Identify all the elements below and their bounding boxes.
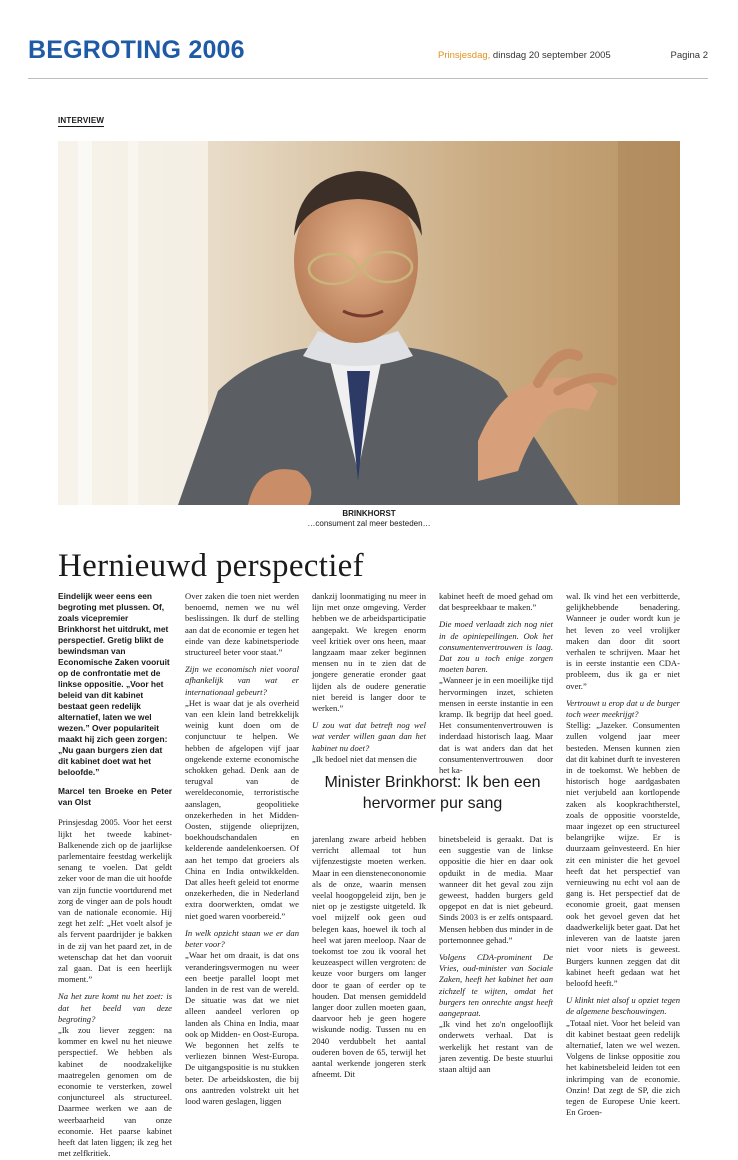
header-brand: Prinsjesdag, (438, 50, 491, 61)
paragraph: „Het is waar dat je als overheid van een klein land betrekkelijk weinig kunt doen om de conjunctuur te helpen. We hebben de afgelopen vijf jaar ongekende externe economische schokken gehad. Denk aan de terugval van de wereldeconomie, terroristische aanslagen, geopolitieke onzekerheden in het Midden-Oosten, stijgende olieprijzen, boekhoudschandalen en kelderende aandelenkoersen. Of aan het tempo dat groeiers als China en India ontwikkelden. Dat alles heeft geleid tot enorme onzekerheden, die in Nederland extra doorwerkten, omdat we niet goed waren voorbereid.” (185, 697, 299, 921)
interview-question: Vertrouwt u erop dat u de burger toch weer meekrijgt? (566, 697, 680, 720)
paragraph: dankzij loonmatiging nu meer in lijn met onze omgeving. Verder hebben we de arbeidsparticipatie aangepakt. We kregen enorm veel kritiek over ons heen, maar langzaam maar zeker beginnen mensen nu in te zien dat de jongere generatie eronder gaat lijden als de oudere generatie niet bereid is langer door te werken.” (312, 591, 426, 714)
pull-quote: Minister Brinkhorst: Ik ben een hervormer pur sang (324, 774, 541, 812)
paragraph: Stellig: „Jazeker. Consumenten zullen volgend jaar meer besteden. Mensen kunnen zien dat dit kabinet durft te investeren in de toekomst. We hebben de historisch hoge aardgasbaten niet verjubeld aan kortlopende zaken als koopkrachtherstel, zoals de oppositie voorstelde, maar ingezet op een structureel belangrijke wijze. Er is duurzaam geïnvesteerd. En hier zit een minister die het gevoel heeft dat het perspectief van vernieuwing nu echt vol aan de gang is. Het perspectief dat de economie groeit, gaat mensen ook het gevoel geven dat het daadwerkelijk beter gaat. Dat het inleveren van de laatste jaren niet voor niets is geweest. Burgers kunnen zeggen dat dit kabinet heeft gedaan wat het beloofd heeft.” (566, 720, 680, 988)
page-number: Pagina 2 (670, 50, 708, 61)
paragraph: kabinet heeft de moed gehad om dat bespreekbaar te maken.” (439, 591, 553, 613)
paragraph: „Ik zou liever zeggen: na kommer en kwel nu het nieuwe perspectief. We hebben als kabinet de noodzakelijke maatregelen genomen om de economie te versterken, zowel conjunctureel als structureel. Daarmee werken we aan de weerbaarheid van onze economie. Het paarse kabinet heeft dat laten liggen; ik zeg het met zelfkritiek. (58, 1025, 172, 1159)
header-date (438, 50, 611, 61)
photo-caption-name: BRINKHORST (342, 509, 396, 518)
header-divider (28, 78, 708, 79)
interview-question: Na het zure komt nu het zoet: is dat het beeld van deze begroting? (58, 991, 172, 1024)
interview-question: U zou wat dat betreft nog wel wat verder willen gaan dan het kabinet nu doet? (312, 720, 426, 753)
paragraph: „Wanneer je in een moeilijke tijd hervormingen inzet, schieten mensen in eerste instantie in een kramp. Ik begrijp dat heel goed. Het consumentenvertrouwen is inderdaad historisch laag. Maar dat is wat anders dan dat het consumentenvertrouwen door het ka- (439, 675, 553, 776)
paragraph: wal. Ik vind het een verbitterde, gelijkhebbende benadering. Wanneer je ouder wordt kun je het leven zo veel vrolijker maken dan door dit soort verhalen te schrijven. Maar het is in eerste instantie een CDA-probleem, dus ik ga er niet over.” (566, 591, 680, 691)
article-lead: Eindelijk weer eens een begroting met plussen. Of, zoals vicepremier Brinkhorst het uitdrukt, met perspectief. Gretig blikt de bewindsman van Economische Zaken vooruit op de confrontatie met de linkse oppositie. „Voor het beleid van dit kabinet bestaat geen redelijk alternatief, laten we wel wezen.” Over populariteit maakt hij zich geen zorgen: „Nu gaan burgers zien dat dit kabinet doet wat het beloofde.” (58, 591, 170, 777)
article-column-3-top (312, 591, 426, 769)
section-label: INTERVIEW (58, 116, 105, 125)
article-column-5 (566, 591, 680, 1118)
interview-question: Zijn we economisch niet vooral afhankelijk van wat er internationaal gebeurt? (185, 664, 299, 697)
article-column-4-top (439, 591, 553, 776)
photo-caption-text: …consument zal meer besteden… (307, 519, 431, 528)
interview-photo (58, 141, 680, 505)
paragraph: binetsbeleid is geraakt. Dat is een suggestie van de linkse oppositie die hier en daar ook opduikt in de media. Maar wanneer dit het geval zou zijn geweest, hadden burgers geld opgepot en dat is niet gebeurd. Sinds 2003 is er zelfs ontspaard. Mensen hebben dus minder in de portemonnee gehad.” (439, 834, 553, 945)
header-date-text: dinsdag 20 september 2005 (490, 50, 611, 61)
interview-question: In welk opzicht staan we er dan beter voor? (185, 927, 299, 950)
paragraph: Over zaken die toen niet werden benoemd, nemen we nu wél beslissingen. Ik durf de stelling aan dat de economie er tegen het einde van deze kabinetsperiode structureel beter voor staat.” (185, 591, 299, 658)
interview-question: Volgens CDA-prominent De Vries, oud-minister van Sociale Zaken, heeft het kabinet het aan zichzelf te wijten, omdat het burgers ten onrechte angst heeft aangepraat. (439, 952, 553, 1019)
paragraph: „Waar het om draait, is dat ons veranderingsvermogen nu weer een beetje parallel loopt met landen in de rest van de wereld. De situatie was dat we niet alleen aandeel verloren op landen als China en India, maar ook op Midden- en Oost-Europa. We begonnen het zelfs te verliezen binnen West-Europa. De uitgangspositie is nu stukken beter. De arbeidskosten, die bij ons aantreden volstrekt uit het lood waren geslagen, liggen (185, 950, 299, 1106)
paragraph: „Ik vind het zo'n ongelooflijk onderwets verhaal. Dat is werkelijk het restant van de jaren zeventig. De beste stuurlui staan altijd aan (439, 1019, 553, 1075)
article-column-1 (58, 591, 172, 1159)
article-headline: Hernieuwd perspectief (58, 548, 364, 584)
article-byline: Marcel ten Broeke en Peter van Olst (58, 786, 172, 808)
paragraph: jarenlang zware arbeid hebben verricht allemaal tot hun vijfenzestigste moeten werken. Maar in een dienstenecononomie als de onze, waarin mensen veelal hoogopgeleid zijn, ben je niet op je zestigste uitgeteld. Ik voel mijzelf ook geen oud belegen kaas, hoewel ik toch al heel wat jaren meeloop. Naar de toekomst toe zou ik vooral het keuzeaspect willen vergroten: de keuze voor burgers om langer door te gaan of eerder op te houden. Dat mensen gemiddeld langer door zullen moeten gaan, daarvoor heb je geen hogere wiskunde nodig. Tussen nu en 2040 verdubbelt het aantal ouderen boven de 65, terwijl het aantal werkende jongeren sterk afneemt. Dit (312, 834, 426, 1080)
paragraph: „Totaal niet. Voor het beleid van dit kabinet bestaat geen redelijk alternatief, laten we wel wezen. Volgens de linkse oppositie zou het kabinetsbeleid leiden tot een inkrimping van de economie. Onzin! Dat zegt de SP, die zich tegen de Europese Unie keert. En Groen- (566, 1017, 680, 1118)
article-column-3-bottom (312, 834, 426, 1080)
article-column-2 (185, 591, 299, 1106)
newspaper-section-title: BEGROTING 2006 (28, 36, 245, 64)
paragraph: „Ik bedoel niet dat mensen die (312, 753, 417, 764)
interview-question: Die moed verlaadt zich nog niet in de opiniepeilingen. Ook het consumentenvertrouwen is laag. Dat zou u toch enige zorgen moeten baren. (439, 619, 553, 675)
interview-question: U klinkt niet alsof u opziet tegen de algemene beschouwingen. (566, 995, 680, 1017)
article-column-4-bottom (439, 834, 553, 1075)
column-1-body (58, 817, 172, 1159)
paragraph: Prinsjesdag 2005. Voor het eerst lijkt het tweede kabinet-Balkenende zich op de jaarlijkse parlementaire feestdag werkelijk senang te voelen. Dat geldt zeker voor de man die uit hoofde van zijn functie voortdurend met zorg de vinger aan de pols houdt van de nationale economie. Hij zegt het zelf: „Het voelt alsof je als fervent paardrijder je bakken in de zij van het paard zet, in de wetenschap dat het dan vooruit zal gaan. Dat is een heerlijk moment.” (58, 817, 172, 985)
